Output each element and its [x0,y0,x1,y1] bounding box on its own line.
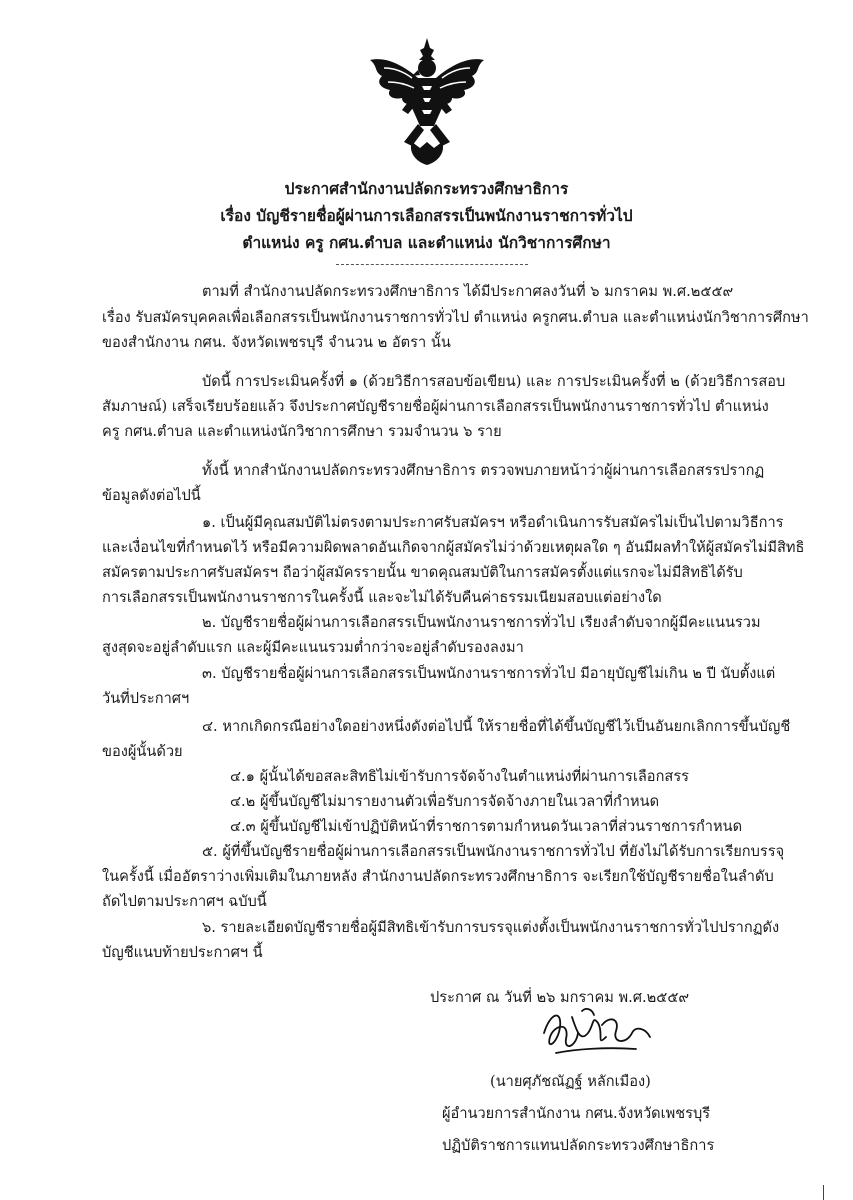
garuda-emblem-icon [368,38,486,166]
body-line: ๕. ผู้ที่ขึ้นบัญชีรายชื่อผู้ผ่านการเลือกสรรเป็นพนักงานราชการทั่วไป ที่ยังไม่ได้รับการเรียกบรรจุ [202,843,785,860]
body-line: ข้อมูลดังต่อไปนี้ [102,487,201,504]
body-line: ถัดไปตามประกาศฯ ฉบับนี้ [102,893,267,910]
body-line: การเลือกสรรเป็นพนักงานราชการในครั้งนี้ และจะไม่ได้รับคืนค่าธรรมเนียมสอบแต่อย่างใด [102,589,662,606]
body-line: สมัครตามประกาศรับสมัครฯ ถือว่าผู้สมัครรายนั้น ขาดคุณสมบัติในการสมัครตั้งแต่แรกจะไม่มีสิทธิได้รับ [102,564,743,581]
body-line: และเงื่อนไขที่กำหนดไว้ หรือมีความผิดพลาดอันเกิดจากผู้สมัครไม่ว่าด้วยเหตุผลใด ๆ อันมีผลทำให้ผู้สมัครไม่มีสิทธิ [102,539,805,556]
announcement-title: ประกาศสำนักงานปลัดกระทรวงศึกษาธิการ [284,179,569,198]
body-line: บัดนี้ การประเมินครั้งที่ ๑ (ด้วยวิธีการสอบข้อเขียน) และ การประเมินครั้งที่ ๒ (ด้วยวิธีการสอบ [202,373,786,390]
body-line: วันที่ประกาศฯ [102,690,190,707]
body-line: ๔. หากเกิดกรณีอย่างใดอย่างหนึ่งดังต่อไปนี้ ให้รายชื่อที่ได้ขึ้นบัญชีไว้เป็นอันยกเลิกการขึ้นบัญชี [202,718,791,735]
body-line: ทั้งนี้ หากสำนักงานปลัดกระทรวงศึกษาธิการ ตรวจพบภายหน้าว่าผู้ผ่านการเลือกสรรปรากฏ [202,462,765,479]
body-line: ในครั้งนี้ เมื่ออัตราว่างเพิ่มเติมในภายหลัง สำนักงานปลัดกระทรวงศึกษาธิการ จะเรียกใช้บัญชีรายชื่อในลำดับ [102,868,774,885]
body-line: ๔.๒ ผู้ขึ้นบัญชีไม่มารายงานตัวเพื่อรับการจัดจ้างภายในเวลาที่กำหนด [230,793,660,810]
signer-name: (นายศุภัชณัฏฐ์ หลักเมือง) [490,1073,651,1090]
body-line: สูงสุดจะอยู่ลำดับแรก และผู้มีคะแนนรวมต่ำกว่าจะอยู่ลำดับรองลงมา [102,639,524,656]
body-line: ๔.๓ ผู้ขึ้นบัญชีไม่เข้าปฏิบัติหน้าที่ราชการตามกำหนดวันเวลาที่ส่วนราชการกำหนด [230,818,743,835]
body-line: สัมภาษณ์) เสร็จเรียบร้อยแล้ว จึงประกาศบัญชีรายชื่อผู้ผ่านการเลือกสรรเป็นพนักงานราชการทั่วไป ตำแหน่ง [102,398,769,415]
body-line: ๒. บัญชีรายชื่อผู้ผ่านการเลือกสรรเป็นพนักงานราชการทั่วไป เรียงลำดับจากผู้มีคะแนนรวม [202,614,761,631]
announcement-positions: ตำแหน่ง ครู กศน.ตำบล และตำแหน่ง นักวิชาการศึกษา [242,233,611,252]
signer-position: ผู้อำนวยการสำนักงาน กศน.จังหวัดเพชรบุรี [442,1105,711,1122]
body-line: ๓. บัญชีรายชื่อผู้ผ่านการเลือกสรรเป็นพนักงานราชการทั่วไป มีอายุบัญชีไม่เกิน ๒ ปี นับตั้งแต่ [202,665,776,682]
body-line: บัญชีแนบท้ายประกาศฯ นี้ [102,944,263,961]
body-line: ตามที่ สำนักงานปลัดกระทรวงศึกษาธิการ ได้มีประกาศลงวันที่ ๖ มกราคม พ.ศ.๒๕๕๙ [202,283,734,300]
body-line: ๔.๑ ผู้นั้นได้ขอสละสิทธิไม่เข้ารับการจัดจ้างในตำแหน่งที่ผ่านการเลือกสรร [230,768,689,785]
title-divider [336,264,528,265]
body-line: ครู กศน.ตำบล และตำแหน่งนักวิชาการศึกษา รวมจำนวน ๖ ราย [102,423,502,440]
signature-icon [536,1003,656,1061]
body-line: เรื่อง รับสมัครบุคคลเพื่อเลือกสรรเป็นพนักงานราชการทั่วไป ตำแหน่ง ครูกศน.ตำบล และตำแหน่งนักวิชาการศึกษา [102,309,809,326]
body-line: ของผู้นั้นด้วย [102,743,183,760]
scan-edge-mark [823,1185,824,1200]
announcement-date: ประกาศ ณ วันที่ ๒๖ มกราคม พ.ศ.๒๕๕๙ [430,989,690,1006]
body-line: ของสำนักงาน กศน. จังหวัดเพชรบุรี จำนวน ๒ อัตรา นั้น [102,334,451,351]
announcement-subject: เรื่อง บัญชีรายชื่อผู้ผ่านการเลือกสรรเป็นพนักงานราชการทั่วไป [220,206,633,225]
body-line: ๖. รายละเอียดบัญชีรายชื่อผู้มีสิทธิเข้ารับการบรรจุแต่งตั้งเป็นพนักงานราชการทั่วไปปรากฏดัง [202,919,780,936]
signer-acting-position: ปฏิบัติราชการแทนปลัดกระทรวงศึกษาธิการ [442,1137,715,1154]
body-line: ๑. เป็นผู้มีคุณสมบัติไม่ตรงตามประกาศรับสมัครฯ หรือดำเนินการรับสมัครไม่เป็นไปตามวิธีการ [202,514,784,531]
